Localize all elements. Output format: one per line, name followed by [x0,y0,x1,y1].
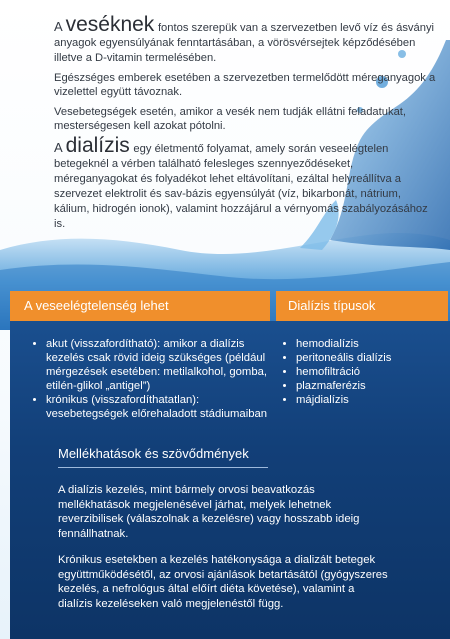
intro-text [54,13,438,237]
header-kidney-failure: A veseelégtelenség lehet [10,291,270,321]
list-item: • plazmaferézis [296,379,446,393]
side-effects-text [58,483,388,623]
kidney-failure-list [32,337,278,421]
list-item: • akut (visszafordítható): amikor a dialízis kezelés csak rövid ideig szükséges (például mérgezések esetében: metilalkohol, gomba, etilén-glikol „antigel”) [46,337,278,393]
intro-paragraph-2: Egészséges emberek esetében a szervezetben termelődött méreganyagok a vizelettel együtt távoznak. [54,72,436,98]
intro-article: A [54,19,62,34]
highlight-word-dializis: dialízis [65,134,130,157]
highlight-word-vesek: veséknek [65,13,155,36]
side-effects-paragraph-2: Krónikus esetekben a kezelés hatékonysága a dializált betegek együttműködésétől, az orvosi ajánlások betartásától (gyógyszeres kezelés, a nefrológus által előírt diéta követése), valamint a dialízis kezeléseken való megjelenéstől függ. [58,554,388,610]
intro-paragraph-3: Vesebetegségek esetén, amikor a vesék nem tudják ellátni feladatukat, mesterségesen kell azokat pótolni. [54,106,407,132]
list-item: • májdialízis [296,393,446,407]
intro-paragraph-1: fontos szerepük van a szervezetben levő víz és ásványi anyagok egyensúlyának fenntartásában, a vörösvérsejtek képződésében illetve a D-vitamin termelésében. [54,22,435,64]
intro-article-2: A [54,140,62,155]
side-effects-paragraph-1: A dialízis kezelés, mint bármely orvosi beavatkozás mellékhatások megjelenésével járhat, melyek lehetnek reverzibilisek (válaszolnak a kezelésre) vagy hosszabb ideig fennállhatnak. [58,484,360,540]
side-effects-title: Mellékhatások és szövődmények [58,446,268,468]
header-dialysis-types: Dialízis típusok [276,291,448,321]
info-panel [10,321,450,639]
list-item: • krónikus (visszafordíthatatlan): vesebetegségek előrehaladott stádiumaiban [46,393,278,421]
intro-paragraph-4: egy életmentő folyamat, amely során veseelégtelen betegeknél a vérben található felesleges szennyeződéseket, méreganyagokat és folyadékot lehet eltávolítani, ezáltal helyreállítva a szervezet elektrolit és sav-bázis egyensúlyát (víz, bikarbonát, nátrium, kálium, hidrogén ionok), valamint hozzájárul a vérnyomás szabályozásához is. [54,143,428,230]
dialysis-types-list [282,337,446,407]
list-item: • hemofiltráció [296,365,446,379]
list-item: • peritoneális dialízis [296,351,446,365]
list-item: • hemodialízis [296,337,446,351]
